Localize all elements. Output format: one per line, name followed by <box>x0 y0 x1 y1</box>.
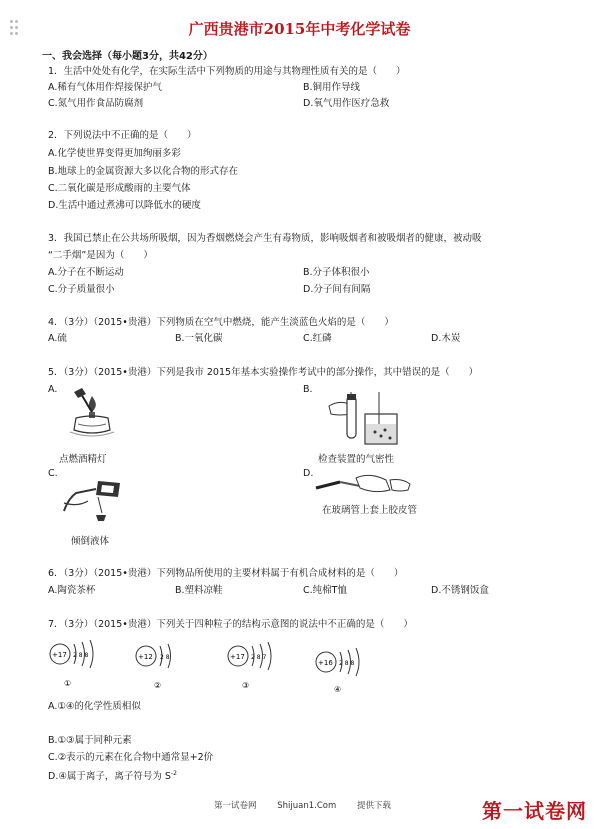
question-7-option-a: A.①④的化学性质相似 <box>48 701 141 712</box>
atom-4-label: ④ <box>334 685 342 694</box>
atom-2-label: ② <box>154 681 162 690</box>
section-heading: 一、我会选择（每小题3分，共42分） <box>42 51 213 62</box>
atom-1-shells: 2 8 8 <box>73 652 89 659</box>
question-2-option-a: A.化学使世界变得更加绚丽多彩 <box>48 148 181 159</box>
question-1-option-a: A.稀有气体用作焊接保护气 <box>48 82 162 93</box>
question-3-stem-continued: “二手烟”是因为（ ） <box>48 250 153 261</box>
page-title: 广西贵港市2015年中考化学试卷 <box>188 20 411 38</box>
question-1-option-d: D.氧气用作医疗急救 <box>303 98 390 109</box>
question-7-option-d <box>48 768 177 783</box>
question-3-option-d: D.分子间有间隔 <box>303 284 371 295</box>
ion-charge-superscript: -2 <box>170 770 177 777</box>
question-5-option-d: D. <box>303 468 314 479</box>
atom-4-shells: 2 8 8 <box>339 660 355 667</box>
atom-2-shells: 2 8 <box>160 654 170 661</box>
question-7-option-b: B.①③属于同种元素 <box>48 735 132 746</box>
question-3-option-c: C.分子质量很小 <box>48 284 115 295</box>
atom-4-nucleus: +16 <box>318 659 333 667</box>
alcohol-lamp-lighting-figure <box>62 388 122 440</box>
question-6-option-a: A.陶瓷茶杯 <box>48 585 96 596</box>
atom-diagram-4 <box>312 648 372 698</box>
question-6-option-c: C.纯棉T恤 <box>303 585 347 596</box>
question-4-option-c: C.红磷 <box>303 333 332 344</box>
question-3-stem: 3．我国已禁止在公共场所吸烟，因为香烟燃烧会产生有毒物质，影响吸烟者和被吸烟者的健康，被动吸 <box>48 233 482 244</box>
question-7-option-d-text: D.④属于离子，离子符号为 S <box>48 771 171 783</box>
question-5-stem: 5．（3分）（2015•贵港）下列是我市 2015年基本实验操作考试中的部分操作，其中错误的是（ ） <box>48 367 479 378</box>
question-2-stem: 2．下列说法中不正确的是（ ） <box>48 130 197 141</box>
question-5-option-b: B. <box>303 384 313 395</box>
question-2-option-c: C.二氧化碳是形成酸雨的主要气体 <box>48 183 191 194</box>
question-6-stem: 6．（3分）（2015•贵港）下列物品所使用的主要材料属于有机合成材料的是（ ） <box>48 568 404 579</box>
question-3-option-b: B.分子体积很小 <box>303 267 370 278</box>
brand-logo: 第一试卷网 <box>482 799 587 823</box>
atom-2-nucleus: +12 <box>138 653 153 661</box>
atom-diagram-1 <box>46 640 106 690</box>
question-1-option-c: C.氮气用作食品防腐剂 <box>48 98 144 109</box>
question-7-option-c: C.②表示的元素在化合物中通常显+2价 <box>48 752 214 763</box>
question-2-option-d: D.生活中通过煮沸可以降低水的硬度 <box>48 200 201 211</box>
question-4-option-b: B.一氧化碳 <box>175 333 223 344</box>
question-3-option-a: A.分子在不断运动 <box>48 267 124 278</box>
footer-text <box>214 799 409 811</box>
question-5-caption-a: 点燃酒精灯 <box>59 454 107 465</box>
glass-tube-hose-figure <box>310 470 420 498</box>
airtightness-check-figure <box>325 392 415 448</box>
footer-note: 提供下载 <box>356 801 391 811</box>
atom-diagram-2 <box>132 642 192 692</box>
atom-3-shells: 2 8 7 <box>251 654 267 661</box>
question-5-caption-c: 倾倒液体 <box>71 536 110 547</box>
question-1-option-b: B.铜用作导线 <box>303 82 361 93</box>
question-6-option-d: D.不锈钢饭盒 <box>431 585 489 596</box>
question-4-stem: 4．（3分）（2015•贵港）下列物质在空气中燃烧，能产生淡蓝色火焰的是（ ） <box>48 317 394 328</box>
atom-1-label: ① <box>64 679 72 688</box>
question-4-option-d: D.木炭 <box>431 333 461 344</box>
atom-diagram-3 <box>224 642 284 692</box>
question-2-option-b: B.地球上的金属资源大多以化合物的形式存在 <box>48 166 239 177</box>
pouring-liquid-figure <box>58 477 124 533</box>
question-1-stem: 1．生活中处处有化学，在实际生活中下列物质的用途与其物理性质有关的是（ ） <box>48 66 406 77</box>
atom-3-label: ③ <box>242 681 250 690</box>
question-5-caption-b: 检查装置的气密性 <box>318 454 395 465</box>
question-5-caption-d: 在玻璃管上套上胶皮管 <box>322 505 418 516</box>
footer-site: 第一试卷网 <box>214 801 257 811</box>
question-4-option-a: A.硫 <box>48 333 67 344</box>
footer-domain[interactable]: Shijuan1.Com <box>277 801 337 811</box>
question-5-option-c: C. <box>48 468 58 479</box>
atom-1-nucleus: +17 <box>52 651 67 659</box>
question-5-option-a: A. <box>48 384 58 395</box>
question-7-stem: 7．（3分）（2015•贵港）下列关于四种粒子的结构示意图的说法中不正确的是（ ） <box>48 619 413 630</box>
question-6-option-b: B.塑料凉鞋 <box>175 585 223 596</box>
atom-3-nucleus: +17 <box>230 653 245 661</box>
